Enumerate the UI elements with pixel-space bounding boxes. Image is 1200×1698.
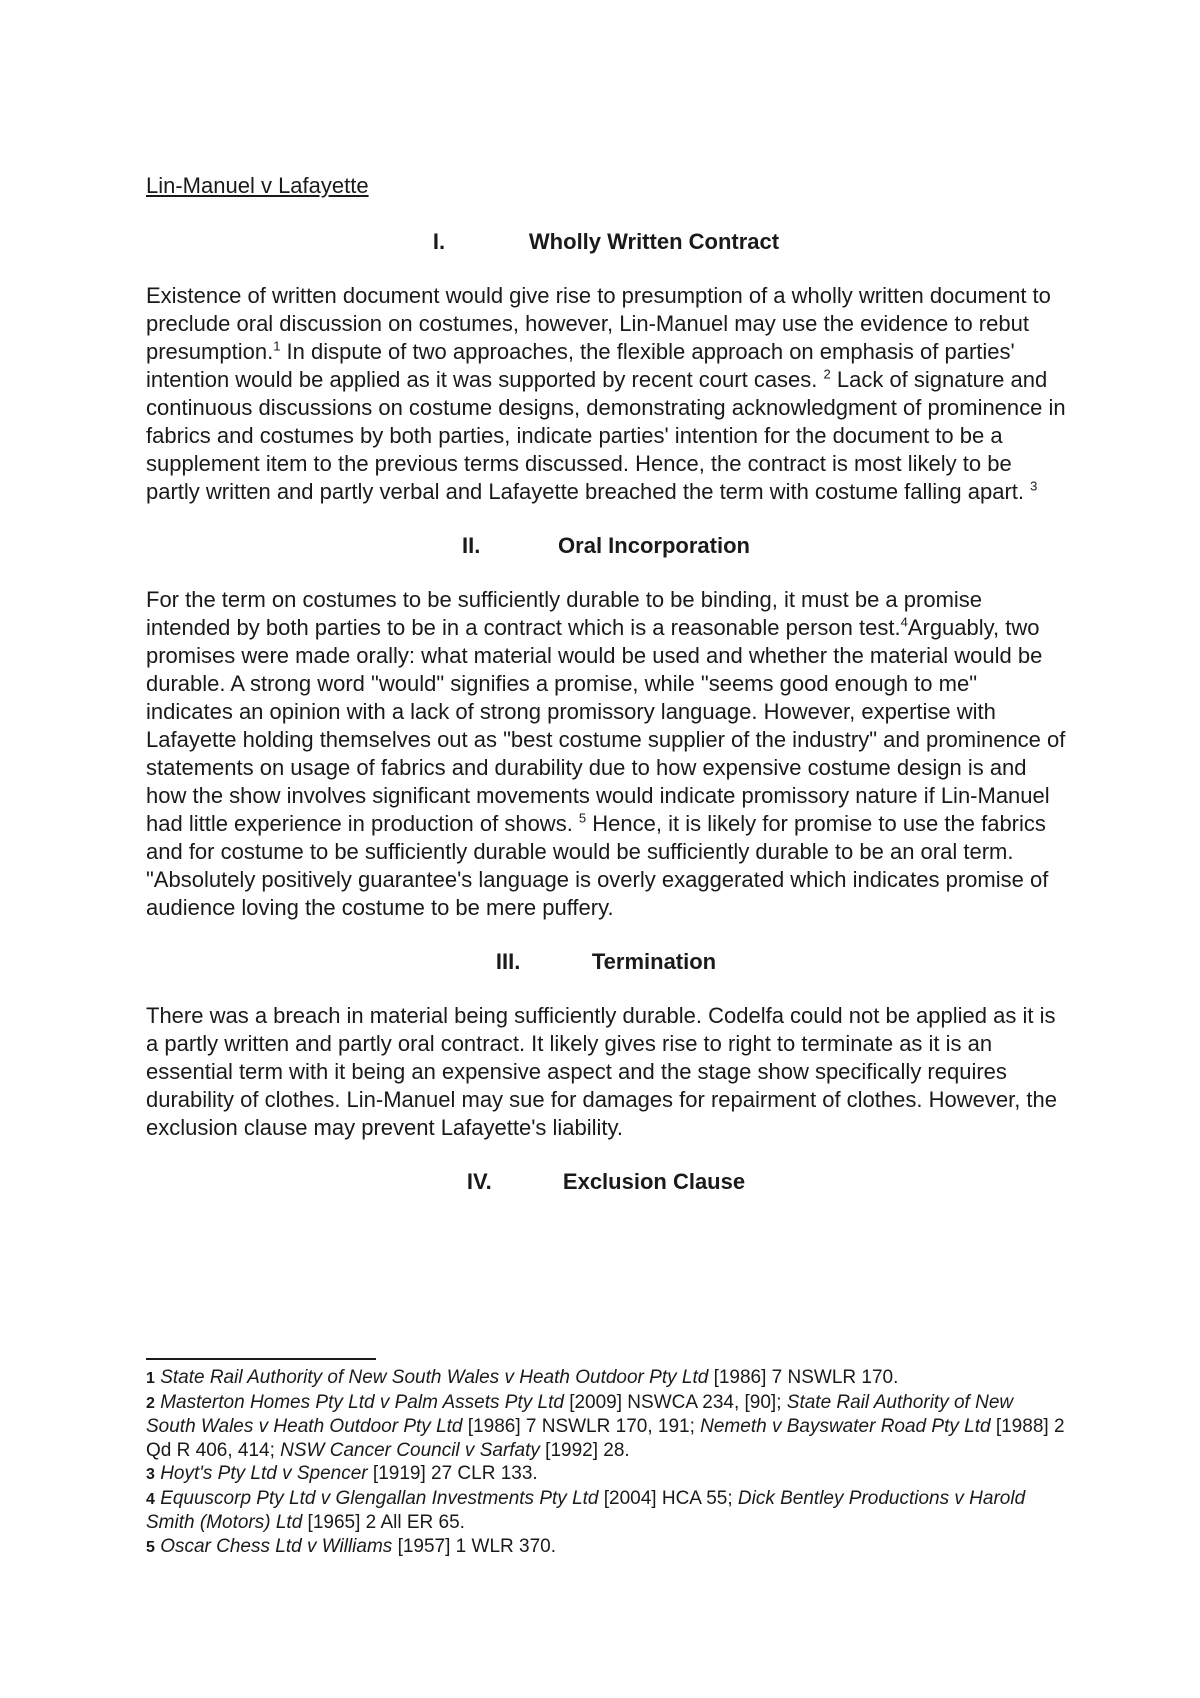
section-number: III. bbox=[495, 949, 521, 974]
citation-text: [1957] 1 WLR 370. bbox=[392, 1535, 557, 1557]
case-name: NSW Cancer Council v Sarfaty bbox=[280, 1439, 540, 1461]
citation-text: [1965] 2 All ER 65. bbox=[302, 1512, 465, 1533]
paragraph-text: For the term on costumes to be sufficiently durable to be binding, it must be a promise intended by both parties to be in a contract which is a reasonable person test. bbox=[146, 587, 983, 640]
document-body bbox=[146, 172, 1066, 1222]
footnote-ref: 1 bbox=[273, 338, 281, 354]
footnote-ref: 5 bbox=[578, 810, 587, 826]
paragraph-text: Hence, it is likely for promise to use the fabrics and for costume to be sufficiently durable would be sufficiently durable to be an oral term. "Absolutely positively guarantee's language is overly exaggerated which indicates promise of audience loving the costume to be mere puffery. bbox=[146, 811, 1049, 920]
section-title: Termination bbox=[591, 949, 717, 974]
section-termination bbox=[146, 948, 1066, 1142]
footnote-ref: 3 bbox=[1030, 478, 1038, 494]
paragraph-text: There was a breach in material being sufficiently durable. Codelfa could not be applied as it is a partly written and partly oral contract. It likely gives rise to right to terminate as it is an essential term with it being an expensive aspect and the stage show specifically requires durability of clothes. Lin-Manuel may sue for damages for repairment of clothes. However, the exclusion clause may prevent Lafayette's liability. bbox=[146, 1003, 1058, 1140]
section-title: Exclusion Clause bbox=[562, 1169, 746, 1194]
case-name: Masterton Homes Pty Ltd v Palm Assets Pty Ltd bbox=[160, 1391, 564, 1413]
case-name: Nemeth v Bayswater Road Pty Ltd bbox=[700, 1416, 991, 1437]
footnote-number: 4 bbox=[146, 1490, 155, 1508]
section-paragraph bbox=[146, 586, 1066, 922]
footnote-4 bbox=[146, 1487, 1066, 1535]
footnote-number: 2 bbox=[146, 1394, 155, 1412]
section-paragraph bbox=[146, 282, 1066, 506]
section-heading bbox=[146, 1168, 1066, 1196]
footnote-1 bbox=[146, 1366, 1066, 1391]
footnote-separator bbox=[146, 1358, 376, 1360]
footnotes bbox=[146, 1366, 1066, 1559]
footnote-number: 5 bbox=[146, 1538, 155, 1556]
section-title: Oral Incorporation bbox=[558, 533, 750, 558]
citation-text: [1988] 2 Qd R 406, 414; bbox=[146, 1416, 1065, 1461]
section-title: Wholly Written Contract bbox=[528, 229, 780, 254]
footnote-number: 3 bbox=[146, 1466, 155, 1483]
case-name: Equuscorp Pty Ltd v Glengallan Investments Pty Ltd bbox=[160, 1487, 599, 1509]
section-wholly-written-contract bbox=[146, 228, 1066, 506]
section-number: I. bbox=[432, 229, 446, 254]
citation-text: [2004] HCA 55; bbox=[598, 1487, 738, 1509]
footnote-number: 1 bbox=[146, 1370, 155, 1387]
footnote-5 bbox=[146, 1535, 1066, 1560]
citation-text: [1919] 27 CLR 133. bbox=[367, 1463, 538, 1484]
citation-text: [1986] 7 NSWLR 170. bbox=[708, 1367, 899, 1388]
case-name: Hoyt's Pty Ltd v Spencer bbox=[160, 1463, 368, 1484]
case-name: Dick Bentley Productions v Harold Smith (Motors) Ltd bbox=[146, 1487, 1026, 1533]
paragraph-text: Existence of written document would give rise to presumption of a wholly written document to preclude oral discussion on costumes, however, Lin-Manuel may use the evidence to rebut presumption. bbox=[146, 283, 1051, 364]
document-title: Lin-Manuel v Lafayette bbox=[146, 173, 369, 198]
section-exclusion-clause bbox=[146, 1168, 1066, 1196]
citation-text: [2009] NSWCA 234, [90]; bbox=[563, 1391, 787, 1413]
paragraph-text: In dispute of two approaches, the flexible approach on emphasis of parties' intention would be applied as it was supported by recent court cases. bbox=[146, 339, 1015, 392]
section-paragraph bbox=[146, 1002, 1066, 1142]
section-number: II. bbox=[462, 533, 481, 558]
footnote-3 bbox=[146, 1462, 1066, 1487]
section-heading bbox=[146, 228, 1066, 256]
section-heading bbox=[146, 532, 1066, 560]
section-heading bbox=[146, 948, 1066, 976]
citation-text: [1992] 28. bbox=[539, 1439, 630, 1461]
footnote-ref: 2 bbox=[823, 366, 831, 382]
section-number: IV. bbox=[466, 1169, 492, 1194]
paragraph-text: Lack of signature and continuous discussions on costume designs, demonstrating acknowledgment of prominence in fabrics and costumes by both parties, indicate parties' intention for the document to be a supplement item to the previous terms discussed. Hence, the contract is most likely to be partly written and partly verbal and Lafayette breached the term with costume falling apart. bbox=[146, 367, 1066, 504]
case-name: State Rail Authority of New South Wales v Heath Outdoor Pty Ltd bbox=[160, 1367, 709, 1388]
case-name: State Rail Authority of New South Wales v Heath Outdoor Pty Ltd bbox=[146, 1391, 1014, 1437]
footnote-2 bbox=[146, 1391, 1066, 1463]
footnote-ref: 4 bbox=[900, 614, 908, 630]
case-name: Oscar Chess Ltd v Williams bbox=[160, 1535, 393, 1557]
paragraph-text: Arguably, two promises were made orally: what material would be used and whether the material would be durable. A strong word "would" signifies a promise, while "seems good enough to me" indicates an opinion with a lack of strong promissory language. However, expertise with Lafayette holding themselves out as "best costume supplier of the industry" and prominence of statements on usage of fabrics and durability due to how expensive costume design is and how the show involves significant movements would indicate promissory nature if Lin-Manuel had little experience in production of shows. bbox=[146, 615, 1066, 836]
section-oral-incorporation bbox=[146, 532, 1066, 922]
citation-text: [1986] 7 NSWLR 170, 191; bbox=[462, 1416, 701, 1437]
